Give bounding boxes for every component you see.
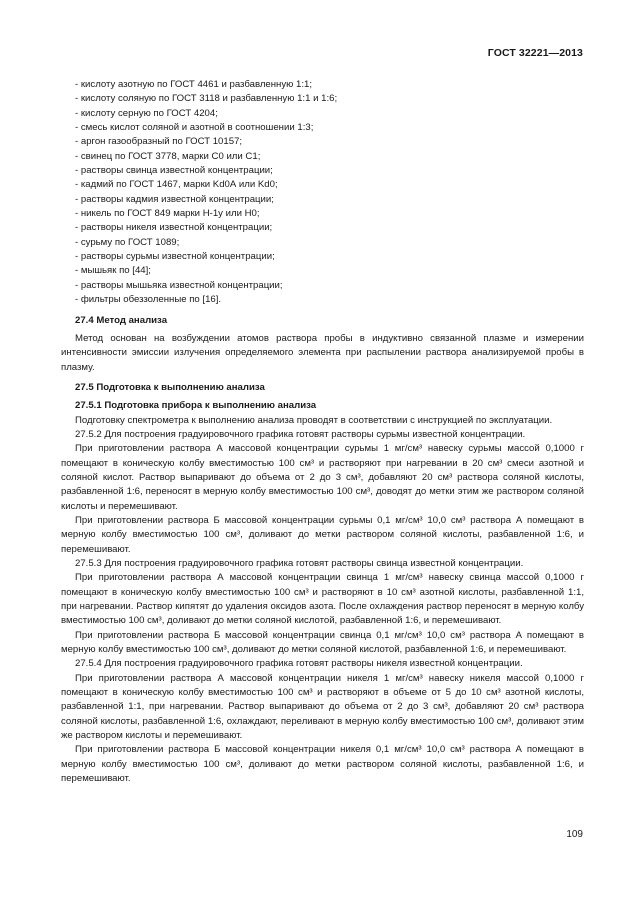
standard-header: ГОСТ 32221—2013: [487, 47, 583, 59]
paragraph: При приготовлении раствора А массовой концентрации свинца 1 мг/см³ навеску свинца массой 0,1000 г помещают в коническую колбу вместимостью 100 см³ и растворяют в 10 см³ азотной кислоты, разбавленной 1:1, при нагревании. Раствор кипятят до удаления оксидов азота. После охлаждения раствор переносят в мерную колбу вместимостью 100 см³, доливают до метки соляной кислотой, разбавленной 1:6, и перемешивают.: [61, 572, 584, 627]
paragraph: Подготовку спектрометра к выполнению анализа проводят в соответствии с инструкцией по эксплуатации.: [75, 414, 553, 426]
paragraph: При приготовлении раствора А массовой концентрации никеля 1 мг/см³ навеску никеля массой 0,1000 г помещают в коническую колбу вместимостью 100 см³ и растворяют в объеме от 5 до 10 см³ азотной кислоты, разбавленной 1:1, при нагревании. Раствор выпаривают до объема от 2 до 3 см³, добавляют 20 см³ раствора соляной кислоты, разбавленной 1:6, охлаждают, переливают в мерную колбу вместимостью 100 см³, доливают этим же раствором кислоты и перемешивают.: [61, 672, 584, 742]
paragraph: При приготовлении раствора А массовой концентрации сурьмы 1 мг/см³ навеску сурьмы массой 0,1000 г помещают в коническую колбу вместимостью 100 см³ и растворяют при нагревании в 20 см³ смеси азотной и соляной кислот. Раствор выпаривают до объема от 2 до 3 см³, добавляют 20 см³ раствора соляной кислоты, разбавленной 1:6, переносят в мерную колбу вместимостью 100 см³, доводят до метки этим же раствором соляной кислоты и перемешивают.: [61, 443, 584, 512]
section-heading-27-4: 27.4 Метод анализа: [75, 314, 168, 326]
paragraph: 27.5.2 Для построения градуировочного графика готовят растворы сурьмы известной концентрации.: [75, 428, 526, 440]
list-item: - смесь кислот соляной и азотной в соотношении 1:3;: [75, 122, 314, 134]
list-item: - мышьяк по [44];: [75, 265, 151, 277]
list-item: - никель по ГОСТ 849 марки Н-1у или Н0;: [75, 208, 260, 220]
list-item: - растворы свинца известной концентрации;: [75, 165, 273, 177]
method-paragraph: Метод основан на возбуждении атомов раствора пробы в индуктивно связанной плазме и измерении интенсивности эмиссии излучения определяемого элемента при распылении раствора анализируемой пробы в плазму.: [61, 332, 584, 373]
paragraph: При приготовлении раствора Б массовой концентрации никеля 0,1 мг/см³ 10,0 см³ раствора А помещают в мерную колбу вместимостью 100 см³, доливают до метки раствором соляной кислоты, разбавленной 1:6, и перемешивают.: [61, 744, 584, 785]
list-item: - кадмий по ГОСТ 1467, марки Kd0А или Kd0;: [75, 179, 278, 191]
list-item: - кислоту соляную по ГОСТ 3118 и разбавленную 1:1 и 1:6;: [75, 93, 338, 105]
paragraph: При приготовлении раствора Б массовой концентрации сурьмы 0,1 мг/см³ 10,0 см³ раствора А помещают в мерную колбу вместимостью 100 см³, доливают до метки раствором соляной кислоты, разбавленной 1:6, и перемешивают.: [61, 514, 584, 555]
subsection-heading-27-5-1: 27.5.1 Подготовка прибора к выполнению анализа: [75, 400, 317, 412]
list-item: - аргон газообразный по ГОСТ 10157;: [75, 136, 243, 148]
paragraph: 27.5.4 Для построения градуировочного графика готовят растворы никеля известной концентрации.: [75, 658, 523, 670]
list-item: - растворы сурьмы известной концентрации;: [75, 251, 275, 263]
list-item: - фильтры обеззоленные по [16].: [75, 294, 222, 306]
list-item: - сурьму по ГОСТ 1089;: [75, 236, 180, 248]
list-item: - растворы кадмия известной концентрации;: [75, 193, 274, 205]
reagents-list: [61, 78, 584, 308]
section-heading-27-5: 27.5 Подготовка к выполнению анализа: [75, 381, 265, 393]
list-item: - растворы мышьяка известной концентрации;: [75, 279, 283, 291]
paragraph: 27.5.3 Для построения градуировочного графика готовят растворы свинца известной концентрации.: [75, 558, 524, 569]
list-item: - свинец по ГОСТ 3778, марки С0 или С1;: [75, 150, 261, 162]
paragraph: При приготовлении раствора Б массовой концентрации свинца 0,1 мг/см³ 10,0 см³ раствора А помещают в мерную колбу вместимостью 100 см³, доливают до метки соляной кислотой, разбавленной 1:6, и перемешивают.: [61, 629, 584, 656]
list-item: - растворы никеля известной концентрации;: [75, 222, 273, 234]
page-number: 109: [566, 829, 583, 840]
page-content: [61, 78, 584, 787]
list-item: - кислоту азотную по ГОСТ 4461 и разбавленную 1:1;: [75, 79, 313, 90]
list-item: - кислоту серную по ГОСТ 4204;: [75, 107, 218, 119]
